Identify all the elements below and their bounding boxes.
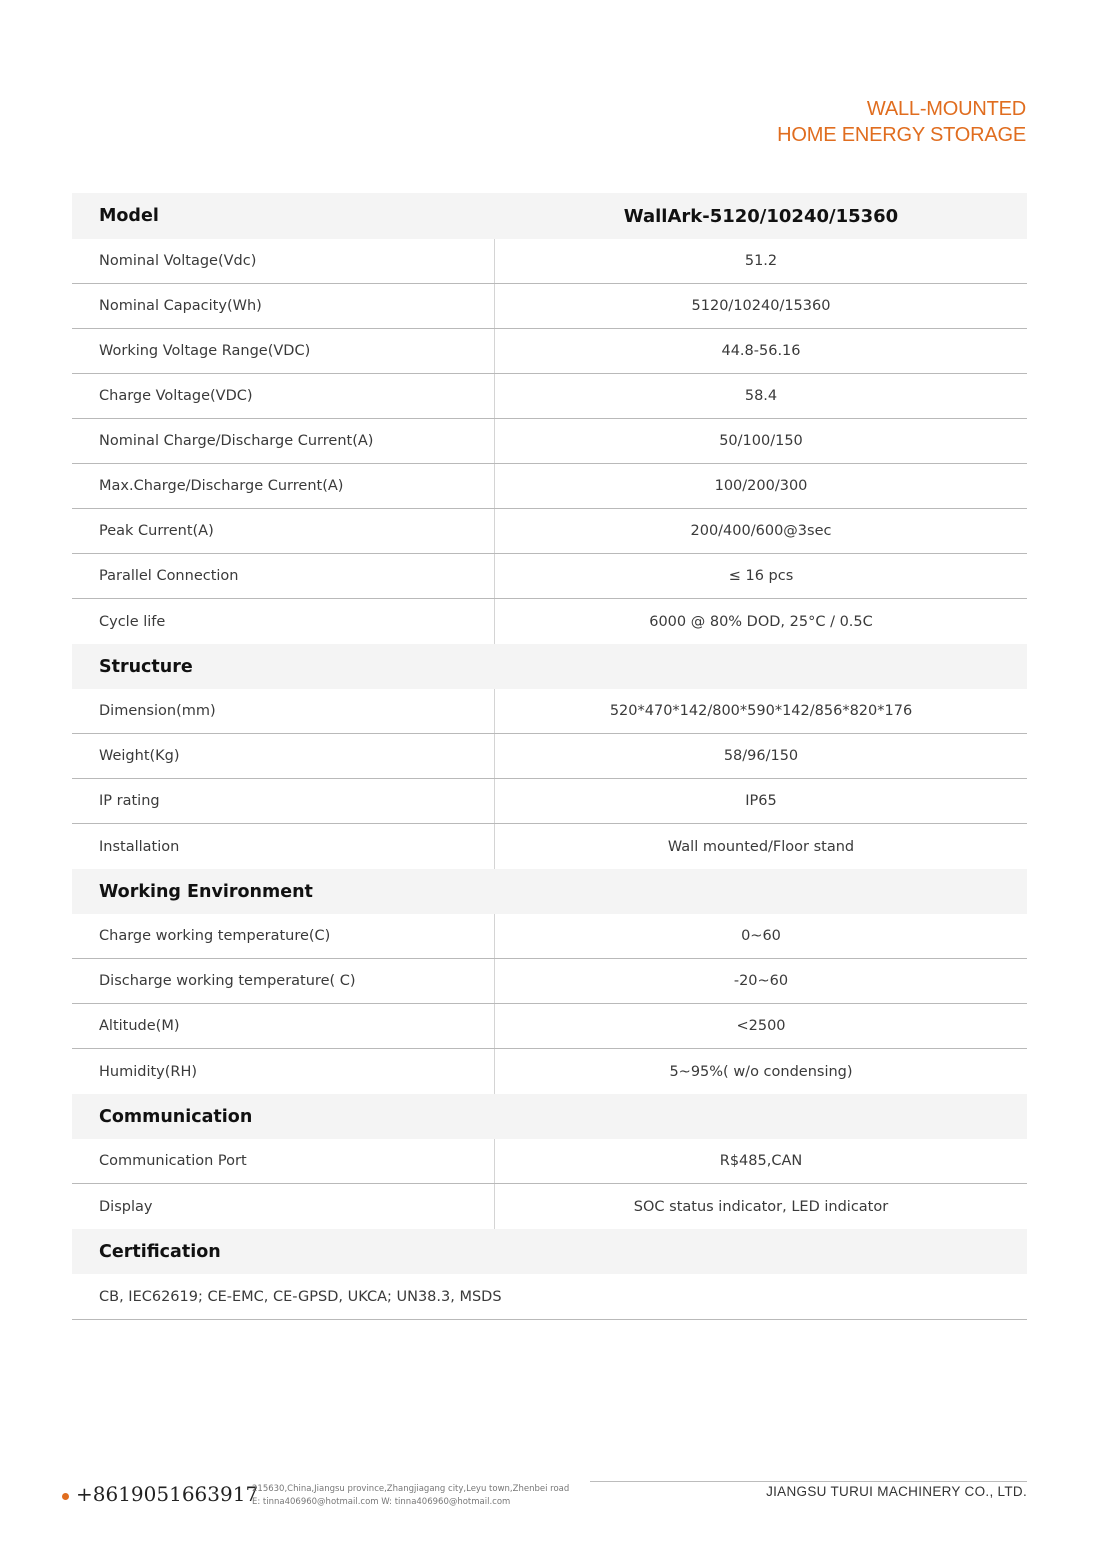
footer-divider	[590, 1481, 1027, 1482]
spec-value: 100/200/300	[714, 478, 808, 494]
spec-value: R$485,CAN	[719, 1153, 803, 1169]
spec-value: 58/96/150	[723, 748, 799, 764]
spec-label: Discharge working temperature( C)	[72, 959, 495, 1003]
spec-label: Max.Charge/Discharge Current(A)	[72, 464, 495, 508]
bullet-dot-icon	[62, 1493, 69, 1500]
section-heading-structure: Structure	[72, 644, 1027, 689]
footer-address-line-2: E: tinna406960@hotmail.com W: tinna406960@hotmail.com	[252, 1497, 511, 1507]
spec-value: <2500	[736, 1018, 786, 1034]
header-line-1: WALL-MOUNTED	[866, 98, 1026, 120]
spec-label: Cycle life	[72, 599, 495, 644]
spec-row	[72, 1004, 1027, 1049]
spec-value: 6000 @ 80% DOD, 25°C / 0.5C	[649, 613, 873, 630]
model-value: WallArk-5120/10240/15360	[623, 205, 899, 227]
footer-phone: +8619051663917	[76, 1482, 259, 1506]
spec-value: Wall mounted/Floor stand	[667, 838, 855, 855]
spec-label: Parallel Connection	[72, 554, 495, 598]
spec-row	[72, 419, 1027, 464]
spec-label: Communication Port	[72, 1139, 495, 1183]
spec-row	[72, 239, 1027, 284]
spec-value: 0~60	[741, 928, 781, 944]
spec-value: 5120/10240/15360	[691, 298, 831, 314]
spec-row	[72, 734, 1027, 779]
spec-row	[72, 284, 1027, 329]
spec-label: Display	[72, 1184, 495, 1229]
spec-label: IP rating	[72, 779, 495, 823]
footer-address-line-1: 215630,China,Jiangsu province,Zhangjiagang city,Leyu town,Zhenbei road	[252, 1484, 570, 1494]
section-heading-environment: Working Environment	[72, 869, 1027, 914]
spec-row	[72, 599, 1027, 644]
header-line-2: HOME ENERGY STORAGE	[777, 124, 1026, 146]
spec-row	[72, 329, 1027, 374]
spec-label: Altitude(M)	[72, 1004, 495, 1048]
spec-value: 50/100/150	[719, 433, 803, 449]
spec-value: 200/400/600@3sec	[690, 523, 832, 539]
spec-row	[72, 509, 1027, 554]
spec-row	[72, 374, 1027, 419]
spec-label: Nominal Charge/Discharge Current(A)	[72, 419, 495, 463]
page-footer	[58, 1480, 1027, 1520]
footer-address	[252, 1483, 569, 1509]
spec-label: Dimension(mm)	[72, 689, 495, 733]
spec-value: IP65	[745, 793, 777, 809]
spec-value: -20~60	[733, 973, 789, 989]
spec-label: Humidity(RH)	[72, 1049, 495, 1094]
spec-row	[72, 779, 1027, 824]
spec-label: Nominal Capacity(Wh)	[72, 284, 495, 328]
spec-row	[72, 1049, 1027, 1094]
spec-value: ≤ 16 pcs	[728, 568, 794, 584]
spec-value: 5~95%( w/o condensing)	[669, 1063, 853, 1080]
model-row	[72, 193, 1027, 239]
certification-text: CB, IEC62619; CE-EMC, CE-GPSD, UKCA; UN38.3, MSDS	[72, 1274, 1027, 1320]
spec-label: Nominal Voltage(Vdc)	[72, 239, 495, 283]
spec-label: Weight(Kg)	[72, 734, 495, 778]
spec-row	[72, 689, 1027, 734]
spec-label: Working Voltage Range(VDC)	[72, 329, 495, 373]
spec-row	[72, 1139, 1027, 1184]
spec-row	[72, 824, 1027, 869]
spec-value: 520*470*142/800*590*142/856*820*176	[609, 703, 913, 719]
spec-value: SOC status indicator, LED indicator	[633, 1198, 889, 1215]
section-heading-communication: Communication	[72, 1094, 1027, 1139]
spec-row	[72, 1184, 1027, 1229]
spec-table	[72, 193, 1027, 1320]
spec-row	[72, 464, 1027, 509]
spec-label: Charge Voltage(VDC)	[72, 374, 495, 418]
spec-row	[72, 959, 1027, 1004]
footer-company: JIANGSU TURUI MACHINERY CO., LTD.	[766, 1484, 1027, 1499]
spec-label: Peak Current(A)	[72, 509, 495, 553]
spec-label: Charge working temperature(C)	[72, 914, 495, 958]
spec-row	[72, 914, 1027, 959]
spec-value: 51.2	[744, 253, 778, 269]
spec-value: 44.8-56.16	[721, 343, 801, 359]
section-heading-certification: Certification	[72, 1229, 1027, 1274]
model-label: Model	[99, 206, 159, 226]
spec-value: 58.4	[744, 388, 778, 404]
spec-row	[72, 554, 1027, 599]
document-header	[777, 96, 1026, 148]
spec-label: Installation	[72, 824, 495, 869]
